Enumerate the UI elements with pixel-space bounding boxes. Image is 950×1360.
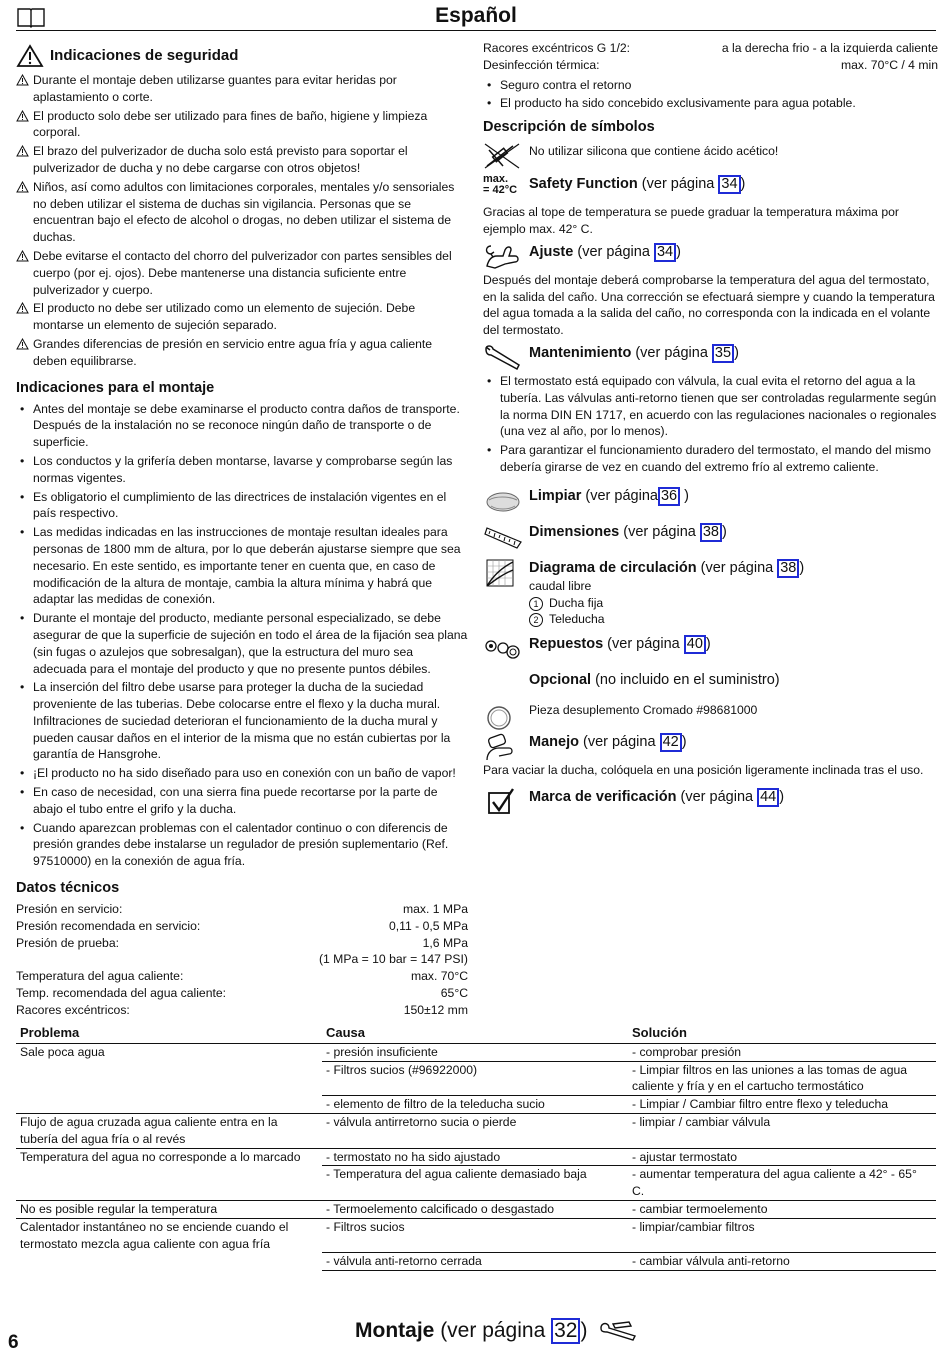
column-header: Solución	[628, 1024, 936, 1043]
table-row	[16, 1061, 936, 1096]
left-column	[16, 44, 468, 1019]
tech-value: max. 70°C	[410, 969, 468, 984]
tech-label: Presión en servicio:	[16, 902, 123, 917]
diagrama-item-2: 2 Teleducha	[483, 611, 938, 628]
tech-row	[16, 901, 468, 918]
cause-cell: - válvula antirretorno sucia o pierde	[322, 1113, 628, 1148]
cause-cell: - Filtros sucios	[322, 1218, 628, 1252]
safety-item: El brazo del pulverizador de ducha solo está previsto para soportar el pulverizador de ducha y no debe cargarse con otros objetos!	[16, 143, 468, 177]
silicone-gun-icon	[483, 140, 523, 170]
tech-label: Temp. recomendada del agua caliente:	[16, 986, 227, 1001]
safety-item: Niños, así como adultos con limitaciones corporales, mentales y/o sensoriales no deben utilizar el sistema de duchas sin vigilancia. Personas que se encuentran bajo el efecto de alcohol o drogas, no deben utilizar el sistema de duchas.	[16, 179, 468, 246]
problem-cell	[16, 1166, 322, 1201]
safety-title: Indicaciones de seguridad	[50, 47, 239, 64]
dimensiones-heading: Dimensiones (ver página 38 )	[529, 523, 727, 540]
table-row	[16, 1148, 936, 1166]
problem-cell	[16, 1252, 322, 1270]
cause-cell: - Temperatura del agua caliente demasiado baja	[322, 1166, 628, 1201]
mantenimiento-list	[483, 373, 938, 476]
symbol-opcional	[483, 670, 938, 698]
tech-label: Racores excéntricos G 1/2:	[483, 41, 630, 55]
page-title: Español	[435, 4, 517, 27]
safety-section	[16, 44, 468, 370]
footer-montaje: Montaje (ver página 32 )	[355, 1318, 639, 1344]
tech-value: a la derecha frio - a la izquierda caliente	[721, 41, 938, 55]
marca-heading: Marca de verificación (ver página 44 )	[529, 788, 785, 805]
safety-list	[16, 72, 468, 370]
table-row	[16, 1200, 936, 1218]
solution-cell: - comprobar presión	[628, 1043, 936, 1061]
troubleshooting-table	[16, 1024, 936, 1271]
symbol-mantenimiento	[483, 343, 938, 371]
symbol-silicone	[483, 140, 938, 168]
tech-row	[16, 951, 468, 968]
opcional-item	[483, 700, 938, 728]
wrench-icon	[483, 343, 523, 373]
solution-cell: - Limpiar filtros en las uniones a las tomas de agua caliente y fría y en el cartucho termostático	[628, 1061, 936, 1096]
cleaning-hand-icon	[483, 486, 523, 516]
problem-cell	[16, 1061, 322, 1096]
warning-icon	[16, 145, 29, 157]
problem-cell: Temperatura del agua no corresponde a lo marcado	[20, 1149, 301, 1164]
solution-cell: - Limpiar / Cambiar filtro entre flexo y teleducha	[628, 1096, 936, 1114]
flow-diagram-icon	[483, 558, 523, 588]
column-header: Causa	[322, 1024, 628, 1043]
diagrama-heading: Diagrama de circulación (ver página 38 )	[529, 559, 805, 576]
ajuste-heading: Ajuste (ver página 34 )	[529, 243, 681, 260]
ajuste-text: Después del montaje deberá comprobarse la temperatura del agua del termostato, en la salida del caño. Una corrección se efectuará siempre y cuando la temperatura del agua tomada a la salida del caño, no corresponda con la indicada en el volante del termostato.	[483, 272, 935, 338]
safety-function-text: Gracias al tope de temperatura se puede graduar la temperatura máxima por ejemplo max. 42° C.	[483, 205, 899, 236]
list-item: • El producto ha sido concebido exclusivamente para agua potable.	[483, 95, 938, 112]
tech-value: max. 1 MPa	[402, 902, 468, 917]
symbol-diagrama	[483, 558, 938, 628]
symbol-marca	[483, 787, 938, 815]
warning-icon	[16, 44, 44, 68]
ajuste-page-link[interactable]: 34	[654, 243, 676, 262]
problem-cell	[16, 1096, 322, 1114]
cause-cell: - elemento de filtro de la teleducha sucio	[322, 1096, 628, 1114]
safety-item: El producto solo debe ser utilizado para fines de baño, higiene y limpieza corporal.	[16, 108, 468, 142]
symbol-repuestos	[483, 634, 938, 662]
tech-row	[483, 40, 938, 57]
safety-item: Debe evitarse el contacto del chorro del pulverizador con partes sensibles del cuerpo (por ej. ojos). Debe mantenerse una distancia suficiente entre pulverizador y cuerpo.	[16, 248, 468, 298]
page-header	[16, 4, 936, 31]
opcional-heading: Opcional (no incluido en el suministro)	[529, 672, 780, 689]
mounting-list	[16, 401, 468, 871]
mantenimiento-heading: Mantenimiento (ver página 35 )	[529, 344, 739, 361]
hand-shower-icon	[483, 732, 523, 762]
warning-icon	[16, 181, 29, 193]
warning-icon	[16, 110, 29, 122]
montaje-page-link[interactable]: 32	[551, 1318, 580, 1344]
cause-cell: - presión insuficiente	[322, 1043, 628, 1061]
tech-value: 0,11 - 0,5 MPa	[388, 918, 468, 933]
solution-cell: - limpiar / cambiar válvula	[628, 1113, 936, 1148]
table-header-row	[16, 1024, 936, 1043]
table-row	[16, 1166, 936, 1201]
list-item: • En caso de necesidad, con una sierra fina puede recortarse por la parte de abajo el tubo entre el grifo y la ducha.	[16, 784, 468, 818]
symbol-ajuste	[483, 242, 938, 270]
symbol-safety-function	[483, 174, 938, 202]
column-header: Problema	[16, 1024, 322, 1043]
marca-page-link[interactable]: 44	[757, 788, 779, 807]
safety-function-page-link[interactable]: 34	[718, 175, 740, 194]
warning-icon	[16, 302, 29, 314]
tech-label: Racores excéntricos:	[16, 1002, 130, 1017]
manejo-page-link[interactable]: 42	[660, 733, 682, 752]
tech-section	[16, 879, 468, 1019]
opcional-text: Pieza desuplemento Cromado #98681000	[529, 703, 758, 718]
mounting-section	[16, 379, 468, 871]
hand-adjust-icon	[483, 242, 523, 272]
wrench-icon	[599, 1320, 639, 1342]
tech-label: Presión de prueba:	[16, 935, 119, 950]
checkbox-icon	[483, 787, 523, 817]
symbol-manejo	[483, 732, 938, 760]
cause-cell: - termostato no ha sido ajustado	[322, 1148, 628, 1166]
tech-row	[483, 57, 938, 74]
tech-row	[16, 918, 468, 935]
diagrama-item-1: 1 Ducha fija	[483, 595, 938, 612]
list-item: • Cuando aparezcan problemas con el calentador continuo o con diferencis de presión grandes debe instalarse un regulador de presión suplementario (Ref. 97510000) en la conexión de agua fría.	[16, 820, 468, 870]
table-row	[16, 1096, 936, 1114]
table-row	[16, 1043, 936, 1061]
list-item: • Es obligatorio el cumplimiento de las directrices de instalación vigentes en el país respectivo.	[16, 489, 468, 523]
diagrama-page-link[interactable]: 38	[777, 559, 799, 578]
ruler-icon	[483, 522, 523, 552]
solution-cell: - ajustar termostato	[628, 1148, 936, 1166]
manejo-heading: Manejo (ver página 42 )	[529, 734, 687, 751]
silicone-text: No utilizar silicona que contiene ácido acético!	[529, 144, 779, 159]
list-item: • Antes del montaje se debe examinarse el producto contra daños de transporte. Después de la instalación no se reconoce ningún daño de transporte o de superficie.	[16, 401, 468, 451]
tech-bullets	[483, 77, 938, 113]
tech-value: max. 70°C / 4 min	[841, 57, 938, 72]
problem-cell: No es posible regular la temperatura	[16, 1200, 322, 1218]
diagrama-subtitle: caudal libre	[529, 578, 592, 593]
tech-table-right	[483, 40, 938, 74]
limpiar-heading: Limpiar (ver página 36 )	[529, 487, 689, 504]
symbols-title: Descripción de símbolos	[483, 119, 655, 136]
problem-cell: Flujo de agua cruzada agua caliente entra en la tubería del agua fría o al revés	[16, 1113, 322, 1148]
mounting-title: Indicaciones para el montaje	[16, 379, 215, 396]
safety-function-heading: Safety Function (ver página 34 )	[529, 176, 746, 193]
tech-value: (1 MPa = 10 bar = 147 PSI)	[318, 952, 468, 967]
tech-value: 65°C	[440, 986, 468, 1001]
symbol-limpiar	[483, 486, 938, 514]
table-row	[16, 1113, 936, 1148]
problem-cell: Calentador instantáneo no se enciende cuando el termostato mezcla agua caliente con agua fría	[20, 1219, 289, 1251]
page-number: 6	[8, 1332, 19, 1353]
table-row	[16, 1252, 936, 1270]
tech-label: Temperatura del agua caliente:	[16, 969, 184, 984]
tech-row	[16, 968, 468, 985]
repuestos-page-link[interactable]: 40	[684, 635, 706, 654]
tech-label: Presión recomendada en servicio:	[16, 918, 201, 933]
solution-cell: - limpiar/cambiar filtros	[628, 1218, 936, 1252]
cause-cell: - válvula anti-retorno cerrada	[322, 1252, 628, 1270]
dimensiones-page-link[interactable]: 38	[700, 523, 722, 542]
list-item: • Los conductos y la grifería deben montarse, lavarse y comprobarse según las normas vigentes.	[16, 453, 468, 487]
tech-value: 1,6 MPa	[422, 935, 468, 950]
list-item: • Seguro contra el retorno	[483, 77, 938, 94]
tech-table	[16, 901, 468, 1019]
solution-cell: - aumentar temperatura del agua caliente a 42° - 65° C.	[628, 1166, 936, 1201]
list-item: • Para garantizar el funcionamiento duradero del termostato, el mando del mismo debería girarse de vez en cuando del extremo frío al extremo caliente.	[483, 442, 938, 476]
symbol-dimensiones	[483, 522, 938, 550]
tech-row	[16, 935, 468, 952]
safety-item: Durante el montaje deben utilizarse guantes para evitar heridas por aplastamiento o corte.	[16, 72, 468, 106]
list-item: • Las medidas indicadas en las instrucciones de montaje resultan ideales para personas de 1800 mm de altura, por lo que deberán ajustarse siempre que sea necesario. En este sentido, es importante tener en cuenta que, en caso de modificación de la altura de montaje, cambia la altura mínima y habrá que adaptar las medidas de conexión.	[16, 524, 468, 608]
tech-row	[16, 1002, 468, 1019]
list-item: • El termostato está equipado con válvula, la cual evita el retorno del agua a la tubería. Las válvulas anti-retorno tienen que ser controladas regularmente según la norma DIN EN 1717, en acuerdo con las regulaciones nacionales o regionales (una vez al año, por lo menos).	[483, 373, 938, 440]
tech-value: 150±12 mm	[403, 1002, 468, 1017]
problem-cell: Sale poca agua	[20, 1044, 105, 1059]
manejo-text: Para vaciar la ducha, colóquela en una posición ligeramente inclinada tras el uso.	[483, 763, 924, 778]
ring-icon	[483, 700, 523, 730]
mantenimiento-page-link[interactable]: 35	[712, 344, 734, 363]
right-column	[483, 40, 938, 815]
cause-cell: - Filtros sucios (#96922000)	[322, 1061, 628, 1096]
safety-item: El producto no debe ser utilizado como un elemento de sujeción. Debe montarse un elemento de sujeción separado.	[16, 300, 468, 334]
tech-label: Desinfección térmica:	[483, 57, 600, 72]
list-item: • Durante el montaje del producto, mediante personal especializado, se debe asegurar de que la superficie de sujeción en todo el área de la fijación sea plana (sin fugas o azulejos que sobresalgan), que la estructura del muro sea adecuada para el montaje del producto y que no presente puntos débiles.	[16, 610, 468, 677]
list-item: • ¡El producto no ha sido diseñado para uso en conexión con un baño de vapor!	[16, 765, 468, 782]
warning-icon	[16, 74, 29, 86]
spare-parts-icon	[483, 634, 523, 664]
tech-row	[16, 985, 468, 1002]
solution-cell: - cambiar termoelemento	[628, 1200, 936, 1218]
warning-icon	[16, 338, 29, 350]
list-item: • La inserción del filtro debe usarse para proteger la ducha de la suciedad proveniente de las tuberias. Debe colocarse entre el flexo y la ducha mural. Infiltraciones de suciedad deterioran el funcionamiento de la ducha mural y pueden causar daños en el interior de la misma que no están cubiertas por la garantía de Hansgrohe.	[16, 679, 468, 763]
solution-cell: - cambiar válvula anti-retorno	[628, 1252, 936, 1270]
max-temp-icon: max. = 42°C	[483, 173, 518, 197]
table-row	[16, 1218, 936, 1252]
repuestos-heading: Repuestos (ver página 40 )	[529, 636, 711, 653]
warning-icon	[16, 250, 29, 262]
safety-item: Grandes diferencias de presión en servicio entre agua fría y agua caliente deben equilibrarse.	[16, 336, 468, 370]
tech-title: Datos técnicos	[16, 880, 120, 897]
cause-cell: - Termoelemento calcificado o desgastado	[322, 1200, 628, 1218]
limpiar-page-link[interactable]: 36	[658, 487, 680, 506]
